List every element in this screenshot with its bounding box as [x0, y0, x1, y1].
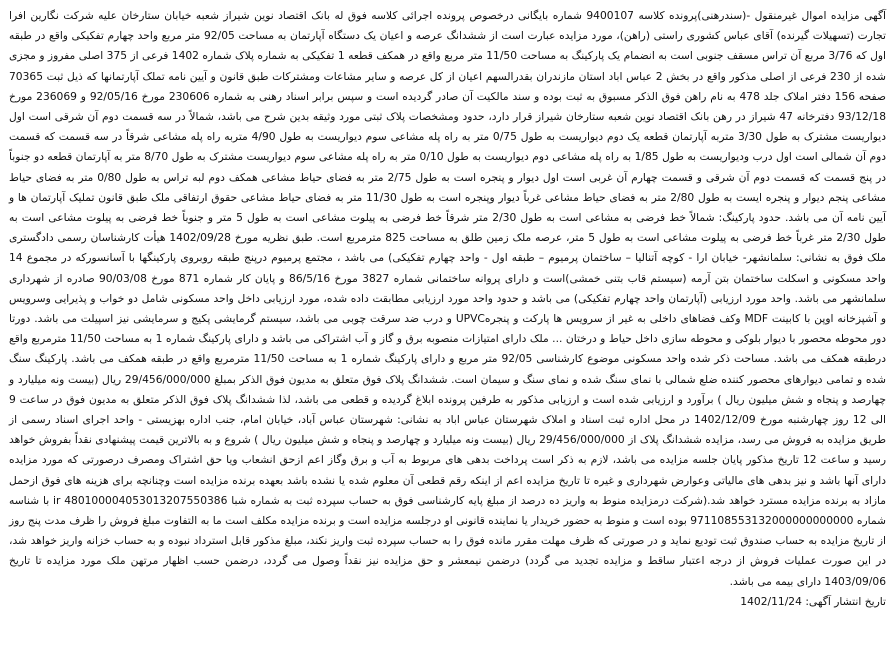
publish-date-value: 1402/11/24	[740, 594, 802, 608]
notice-body-text: آگهی مزایده اموال غیرمنقول -(سندرهنی)پرونده کلاسه 9400107 شماره بایگانی درخصوص پرونده اجرائی کلاسه فوق له بانک اقتصاد نوین شیراز شعبه خیابان ستارخان علیه شرکت نگارین افرا تجارت (تسهیلات گیرنده) آقای عباس کشوری راستی (راهن)، مورد مزایده عبارت است از ششدانگ عرصه و اعیان یک دستگاه آپارتمان به مساحت 92/05 متر مربع واحد چهارم تفکیکی واقع در طبقه اول که 3/76 مربع آن تراس مسقف جنوبی است به انضمام یک پارکینگ به مساحت 11/50 متر مربع واقع در همکف قطعه 1 تفکیکی به شماره پلاک شماره 1402 فرعی از 375 اصلی مفروز و مجزی شده از 230 فرعی از اصلی مذکور واقع در بخش 2 عباس اباد استان مازندران بقدرالسهم اعیان از کل عرصه و سایر مشاعات ومشترکات طبق قانون و آیین نامه تملک آپارتمانها که ذیل ثبت 70365 صفحه 156 دفتر املاک جلد 478 به نام راهن فوق الذکر مسبوق به ثبت بوده و سند مالکیت آن صادر گردیده است و سپس برابر اسناد رهنی به شماره 230606 مورخ 92/05/16 و 236069 مورخ 93/12/18 دفترخانه 47 شیراز در رهن بانک اقتصاد نوین شعبه ستارخان شیراز قرار دارد، حدود ومشخصات پلاک ثبتی مورد وثیقه بدین شرح می باشد، شمالاً در سه قسمت دوم آن شرقی است اول دیواریست مشترک به طول 3/30 متربه آپارتمان قطعه یک دوم دیواریست به طول 0/75 متر به راه پله مشاعی سوم دیواریست به طول 4/90 متربه راه پله مشاعی شرقاً در سه قسمت که قسمت دوم آن شمالی است اول درب ودیواریست به طول 1/85 به راه پله مشاعی دوم دیواریست به طول 0/10 متر به راه پله مشاعی سوم دیواریست مشترک به طول 8/70 متر به آپارتمان قطعه دو جنوباً در پنج قسمت که قسمت دوم آن شرقی و قسمت چهارم آن غربی است اول دیوار و پنجره است به طول 2/75 متر به فضای حیاط مشاعی همکف دوم لبه تراس به طول 0/80 متر به فضای حیاط مشاعی پنجم دیوار و پنجره ایست به طول 2/80 متر به فضای حیاط مشاعی غرباً دیوار وپنجره است به طول 11/30 متر به فضای حیاط مشاعی حقوق ارتفاقی ملک طبق قانون تملیک آپارتمان ها و آیین نامه آن می باشد. حدود پارکینگ: شمالاً خط فرضی به مشاعی است به طول 2/30 متر شرقاً خط فرضی به پیلوت مشاعی است به طول 5 متر و جنوباً خط فرضی به پیلوت مشاعی است به طول 2/30 متر غرباً خط فرضی به پیلوت مشاعی است به طول 5 متر، عرصه ملک زمین طلق به مساحت 825 مترمربع است. طبق نظریه مورخ 1402/09/28 هیأت کارشناسان رسمی دادگستری ملک فوق به نشانی: سلمانشهر- خیابان ارا - کوچه آتنالیا – ساختمان پرمیوم – طبقه اول - واحد چهارم تفکیکی) می باشد ، مجتمع پرمیوم درپنج طبقه روبروی پارکینگها با آسانسورکه در مجموع 14 واحد مسکونی و اسکلت ساختمان بتن آرمه (سیستم قاب بتنی خمشی)است و دارای پروانه ساختمانی شماره 3827 مورخ 86/5/16 و پایان کار شماره 871 مورخ 90/03/08 صادره از شهرداری سلمانشهر می باشد. واحد مورد ارزیابی (آپارتمان واحد چهارم تفکیکی) می باشد و حدود واحد مورد ارزیابی مطابقت داده شده، مورد ارزیابی داخل واحد مسکونی شامل دو خواب و پذیرایی وسرویس و آشپزخانه اوپن با کابینت MDF وکف فضاهای داخلی به غیر از سرویس ها پارکت و پنجرهUPVC و درب ضد سرقت چوبی می باشد، سیستم گرمایشی پکیج و سرمایشی نیز اسپیلت می باشد. دورتا دور محوطه محصور با دیوار بلوکی و محوطه سازی داخل حیاط و درختان ... ملک دارای امتیازات منصوبه برق و گاز و آب اشتراکی می باشد و دارای پارکینگ شماره 1 به مساحت 11/50 مترمربع واقع درطبقه همکف می باشد. مساحت ذکر شده واحد مسکونی موضوع کارشناسی 92/05 متر مربع و دارای پارکینگ شماره 1 به مساحت 11/50 مترمربع واقع در طبقه همکف می باشد. پارکینگ سنگ شده و تمامی دیوارهای محصور کننده ضلع شمالی با نمای سنگ شده و نمای سنگ و سیمان است. ششدانگ پلاک فوق متعلق به مدیون فوق الذکر بمبلغ 29/456/000/000 ریال (بیست ونه میلیارد و چهارصد و پنجاه و شش میلیون ریال ) برآورد و ارزیابی شده است و ارزیابی مذکور به طرفین پرونده ابلاغ گردیده و قطعی می باشد، لذا ششدانگ پلاک فوق الذکر متعلق به مدیون فوق در ساعت 9 الی 12 روز چهارشنبه مورخ 1402/12/09 در محل اداره ثبت اسناد و املاک شهرستان عباس اباد به نشانی: شهرستان عباس آباد، خیابان امام، جنب اداره بهزیستی - واحد اجرای اسناد رسمی از طریق مزایده به فروش می رسد، مزایده ششدانگ پلاک از 29/456/000/000 ریال (بیست ونه میلیارد و چهارصد و پنجاه و شش میلیون ریال ) شروع و به بالاترین قیمت پیشنهادی نقداً بفروش خواهد رسید و ساعت 12 تاریخ مذکور پایان جلسه مزایده می باشد، لازم به ذکر است پرداخت بدهی های مربوط به آب و برق وگاز اعم ازحق انشعاب ویا حق اشتراک ومصرف درصورتی که مورد مزایده دارای آنها باشد و نیز بدهی های مالیاتی وعوارض شهرداری و غیره تا تاریخ مزایده اعم از اینکه رقم قطعی آن معلوم شده یا نشده باشد بعهده برنده مزایده است وچنانچه برای هزینه های فوق ازحمل مازاد به برنده مزایده مسترد خواهد شد.(شرکت درمزایده منوط به واریز ده درصد از مبلغ پایه کارشناسی فوق به حساب سپرده ثبت به شماره شبا 480100004053013207550386 ir با شناسه شماره 971108553132000000000000 بوده است و منوط به حضور خریدار یا نماینده قانونی او درجلسه مزایده است و برنده مزایده مکلف است ما به التفاوت مبلغ فروش را ظرف مدت پنج روز از تاریخ مزایده به حساب صندوق ثبت تودیع نماید و در صورتی که ظرف مهلت مقرر مانده فوق را به حساب سپرده ثبت واریز نکند، مبلغ مذکور قابل استرداد نبوده و به حساب خزانه واریز خواهد شد، در این صورت عملیات فروش از درجه اعتبار ساقط و مزایده تجدید می گردد) درضمن نیمعشر و حق مزایده نیز نقداً وصول می گردد، درضمن حسب اظهار مرتهن ملک مورد مزایده تا تاریخ 1403/09/06 دارای بیمه می باشد.	[9, 9, 887, 588]
publish-date-line	[9, 592, 886, 612]
publish-date-label: تاریخ انتشار آگهی:	[805, 594, 886, 608]
